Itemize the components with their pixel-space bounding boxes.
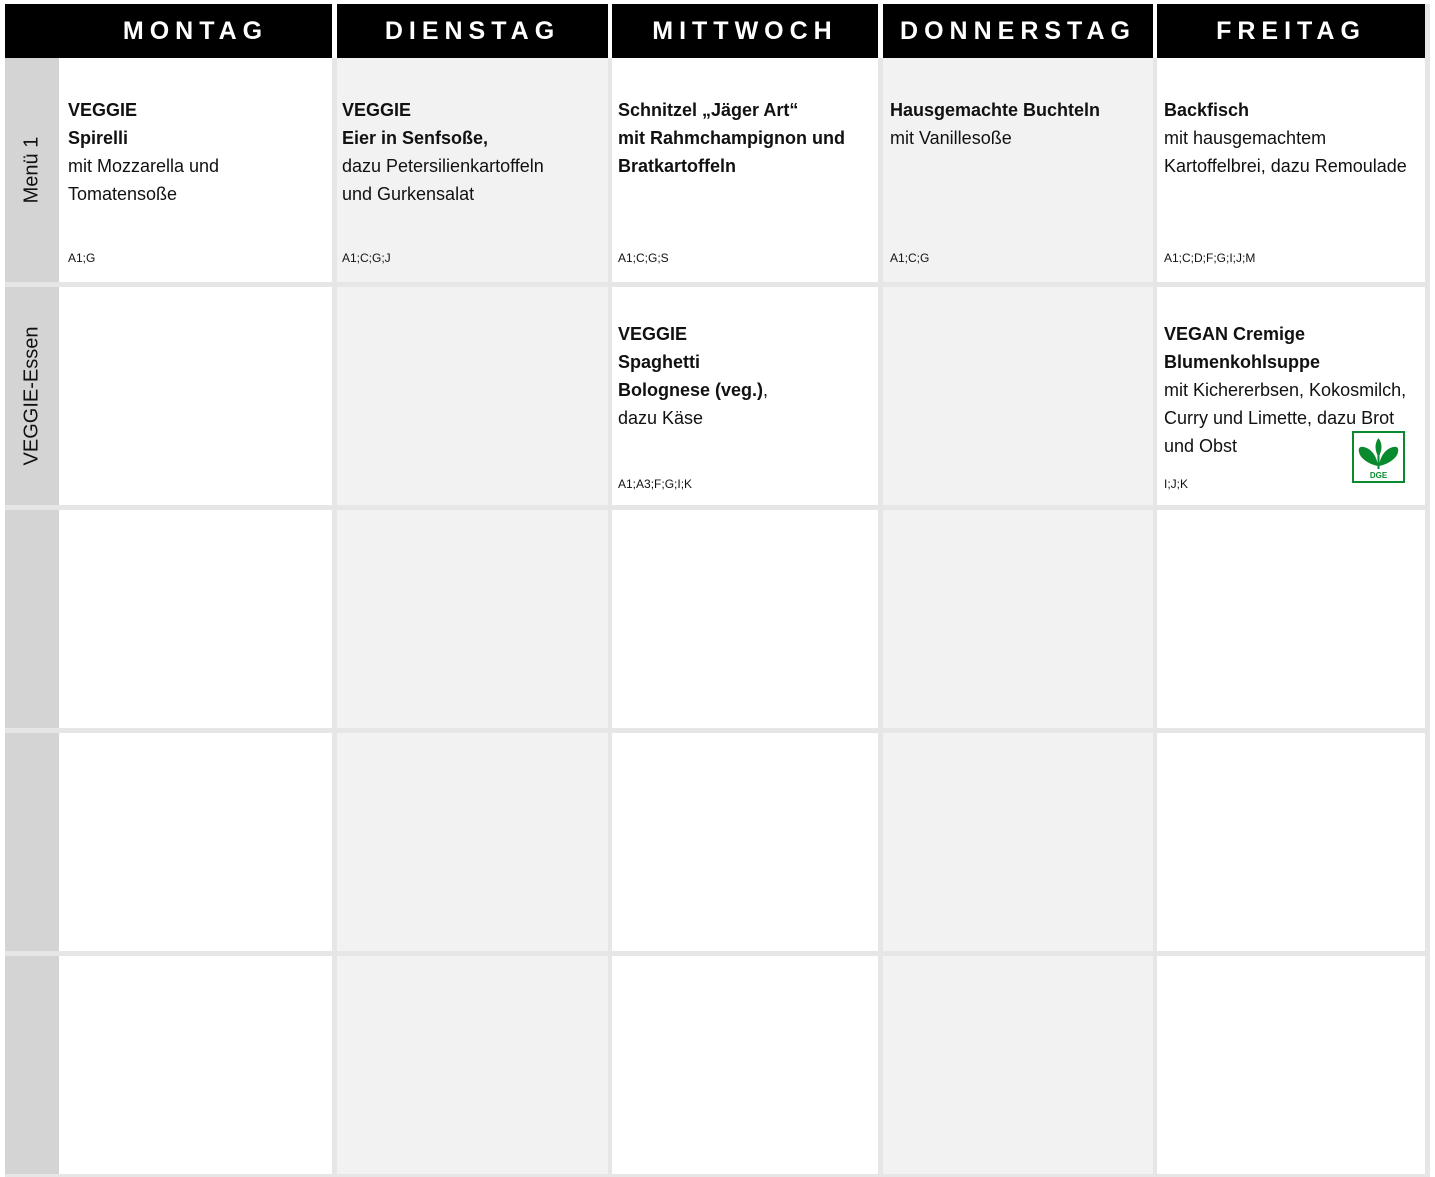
cell-r3-mittwoch: [612, 510, 878, 728]
header-dienstag: DIENSTAG: [337, 4, 608, 58]
cell-r5-mittwoch: [612, 956, 878, 1174]
row-label-4: [5, 733, 59, 951]
allergen-codes: A1;G: [68, 251, 96, 265]
header-corner: [5, 4, 59, 58]
cell-r4-freitag: [1157, 733, 1425, 951]
cell-veggie-dienstag: [337, 287, 608, 505]
allergen-codes: A1;C;D;F;G;I;J;M: [1164, 251, 1256, 265]
cell-r3-freitag: [1157, 510, 1425, 728]
grid-gutter: [332, 58, 337, 1174]
header-donnerstag: DONNERSTAG: [883, 4, 1153, 58]
dish-text: VEGGIE Eier in Senfsoße, dazu Petersilienkartoffeln und Gurkensalat: [342, 100, 544, 204]
cell-veggie-donnerstag: [883, 287, 1153, 505]
allergen-codes: I;J;K: [1164, 477, 1189, 491]
cell-r5-donnerstag: [883, 956, 1153, 1174]
dish-text: Schnitzel „Jäger Art“ mit Rahmchampignon und Bratkartoffeln: [618, 100, 845, 176]
dish-text: VEGAN Cremige Blumenkohlsuppe mit Kichererbsen, Kokosmilch, Curry und Limette, dazu Brot und Obst: [1164, 324, 1407, 456]
dish-text: VEGGIE Spirelli mit Mozzarella und Tomatensoße: [68, 100, 220, 204]
row-label-veggie: VEGGIE-Essen: [5, 287, 59, 505]
svg-text:DGE: DGE: [1369, 471, 1388, 480]
dish-text: VEGGIE Spaghetti Bolognese (veg.), dazu Käse: [618, 324, 769, 428]
grid-gutter: [1153, 58, 1157, 1174]
cell-r5-freitag: [1157, 956, 1425, 1174]
grid-gutter: [878, 58, 883, 1174]
grid-gutter: [5, 505, 1425, 510]
header-mittwoch: MITTWOCH: [612, 4, 878, 58]
cell-veggie-montag: [59, 287, 332, 505]
cell-r4-dienstag: [337, 733, 608, 951]
grid-gutter: [5, 951, 1425, 956]
header-freitag: FREITAG: [1157, 4, 1425, 58]
header-montag: MONTAG: [59, 4, 332, 58]
dish-text: Hausgemachte Buchteln mit Vanillesoße: [890, 100, 1101, 148]
cell-r4-mittwoch: [612, 733, 878, 951]
cell-menu1-mittwoch: [612, 58, 878, 282]
allergen-codes: A1;C;G;J: [342, 251, 391, 265]
grid-gutter: [5, 282, 1425, 287]
cell-r4-montag: [59, 733, 332, 951]
allergen-codes: A1;A3;F;G;I;K: [618, 477, 693, 491]
row-label-3: [5, 510, 59, 728]
cell-r3-dienstag: [337, 510, 608, 728]
grid-gutter: [608, 58, 612, 1174]
cell-menu1-montag: [59, 58, 332, 282]
cell-r5-dienstag: [337, 956, 608, 1174]
row-label-menu1: Menü 1: [5, 58, 59, 282]
cell-menu1-freitag: [1157, 58, 1425, 282]
grid-gutter: [5, 728, 1425, 733]
cell-r4-donnerstag: [883, 733, 1153, 951]
cell-r3-montag: [59, 510, 332, 728]
grid-gutter: [1425, 4, 1430, 1174]
allergen-codes: A1;C;G: [890, 251, 930, 265]
cell-r3-donnerstag: [883, 510, 1153, 728]
dish-text: Backfisch mit hausgemachtem Kartoffelbrei, dazu Remoulade: [1164, 100, 1407, 176]
row-label-5: [5, 956, 59, 1174]
dge-logo-icon: [1352, 431, 1405, 483]
cell-r5-montag: [59, 956, 332, 1174]
cell-menu1-dienstag: [337, 58, 608, 282]
allergen-codes: A1;C;G;S: [618, 251, 669, 265]
cell-veggie-mittwoch: [612, 287, 878, 505]
cell-menu1-donnerstag: [883, 58, 1153, 282]
